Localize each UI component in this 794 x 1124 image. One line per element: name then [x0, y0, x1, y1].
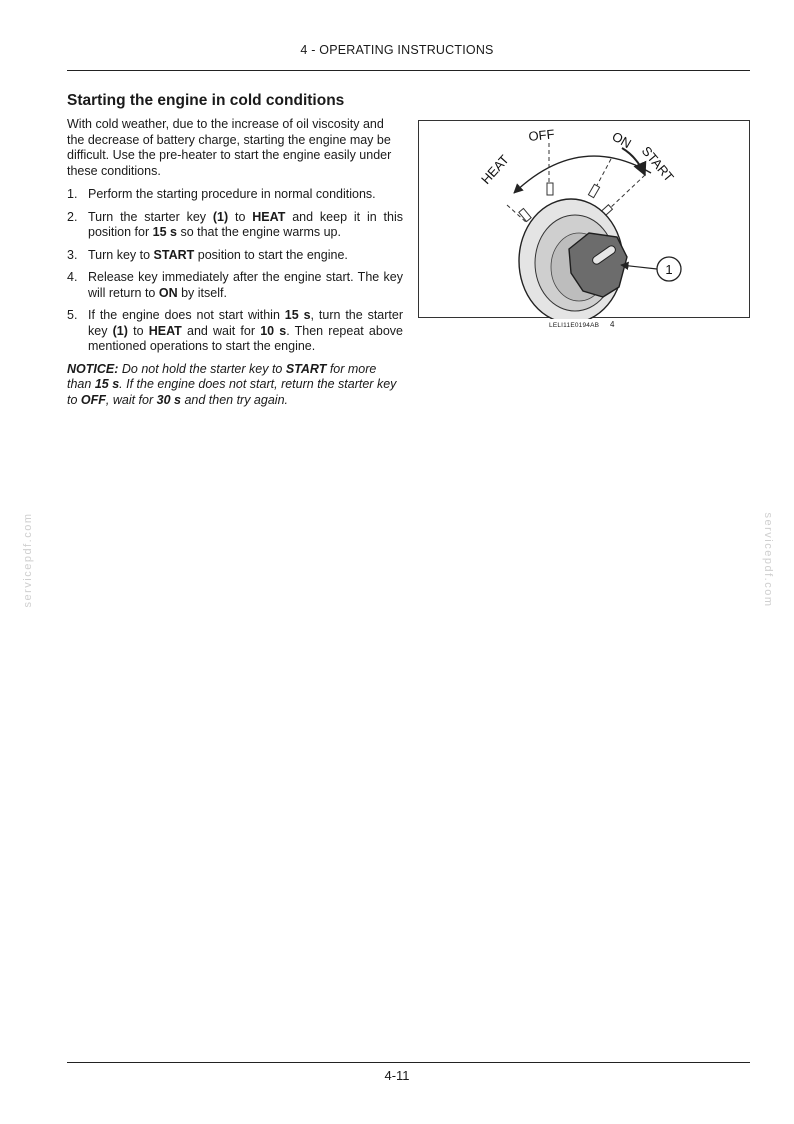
watermark-left: servicepdf.com — [22, 512, 34, 608]
step-item — [67, 187, 403, 203]
emphasis-text: HEAT — [252, 209, 286, 224]
text-run: and then try again. — [180, 392, 288, 407]
figure-caption: LELI11E0194AB — [549, 322, 600, 329]
text-run: Do not hold the starter key to — [118, 361, 286, 376]
text-run: . If the engine does not start, return the starter key to — [67, 377, 397, 407]
emphasis-text: (1) — [112, 323, 128, 338]
text-run: Release key immediately after the engine start. The key will return to — [88, 270, 403, 300]
header-title: 4 - OPERATING INSTRUCTIONS — [300, 43, 494, 57]
text-run: and wait for — [181, 323, 261, 338]
off-label: OFF — [527, 126, 556, 144]
figure-number: 4 — [610, 320, 615, 329]
text-run: by itself. — [177, 285, 227, 300]
header-rule — [67, 70, 750, 71]
section-title: Starting the engine in cold conditions — [67, 92, 345, 109]
text-run: position to start the engine. — [194, 247, 348, 262]
step-number: 5. — [67, 308, 78, 322]
footer-rule — [67, 1062, 750, 1063]
step-number: 2. — [67, 209, 78, 224]
emphasis-text: 15 s — [94, 377, 120, 391]
step-number: 3. — [67, 247, 78, 262]
text-run: If the engine does not start within — [88, 308, 285, 322]
steps-list — [67, 187, 403, 355]
watermark-right: servicepdf.com — [762, 512, 774, 608]
emphasis-text: 15 s — [284, 308, 311, 322]
emphasis-text: START — [153, 247, 195, 262]
page-number: 4-11 — [384, 1068, 410, 1083]
step-number: 4. — [67, 270, 78, 284]
text-run: for more than — [67, 361, 377, 391]
step-item — [67, 308, 403, 355]
emphasis-text: HEAT — [148, 323, 182, 338]
notice-paragraph — [67, 362, 403, 409]
text-run: Turn the starter key — [88, 209, 213, 224]
text-run: , turn the starter key — [88, 308, 404, 338]
emphasis-text: 30 s — [156, 392, 181, 407]
text-run: Turn key to — [88, 247, 154, 262]
emphasis-text: ON — [158, 285, 178, 300]
position-arc — [514, 156, 651, 193]
step-item — [67, 270, 403, 301]
text-run: to — [127, 323, 149, 338]
emphasis-text: 15 s — [152, 225, 177, 239]
text-run: , wait for — [105, 392, 157, 407]
step-item — [67, 248, 403, 264]
on-label: ON — [609, 128, 634, 152]
ignition-switch-illustration — [419, 121, 751, 319]
heat-label: HEAT — [478, 151, 512, 188]
emphasis-text: (1) — [212, 209, 229, 224]
text-run: . Then repeat above mentioned operations to start the engine. — [88, 323, 403, 353]
callout-label: 1 — [665, 262, 673, 277]
step-item — [67, 210, 403, 241]
text-run: so that the engine warms up. — [176, 225, 341, 239]
emphasis-text: NOTICE: — [67, 361, 119, 376]
content-column — [67, 117, 403, 408]
emphasis-text: OFF — [80, 392, 106, 407]
intro-paragraph: With cold weather, due to the increase of oil viscosity and the decrease of battery charge, starting the engine may be difficult. Use the pre-heater to start the engine easily under these conditions. — [67, 117, 392, 178]
start-label: START — [638, 143, 677, 185]
text-run: Perform the starting procedure in normal conditions. — [88, 187, 376, 201]
ignition-key-figure — [418, 120, 750, 318]
callout-leader — [621, 265, 657, 269]
text-run: to — [228, 209, 253, 224]
emphasis-text: START — [285, 361, 327, 376]
text-run: and keep it in this position for — [88, 209, 404, 239]
step-number: 1. — [67, 187, 78, 201]
emphasis-text: 10 s — [260, 323, 287, 338]
